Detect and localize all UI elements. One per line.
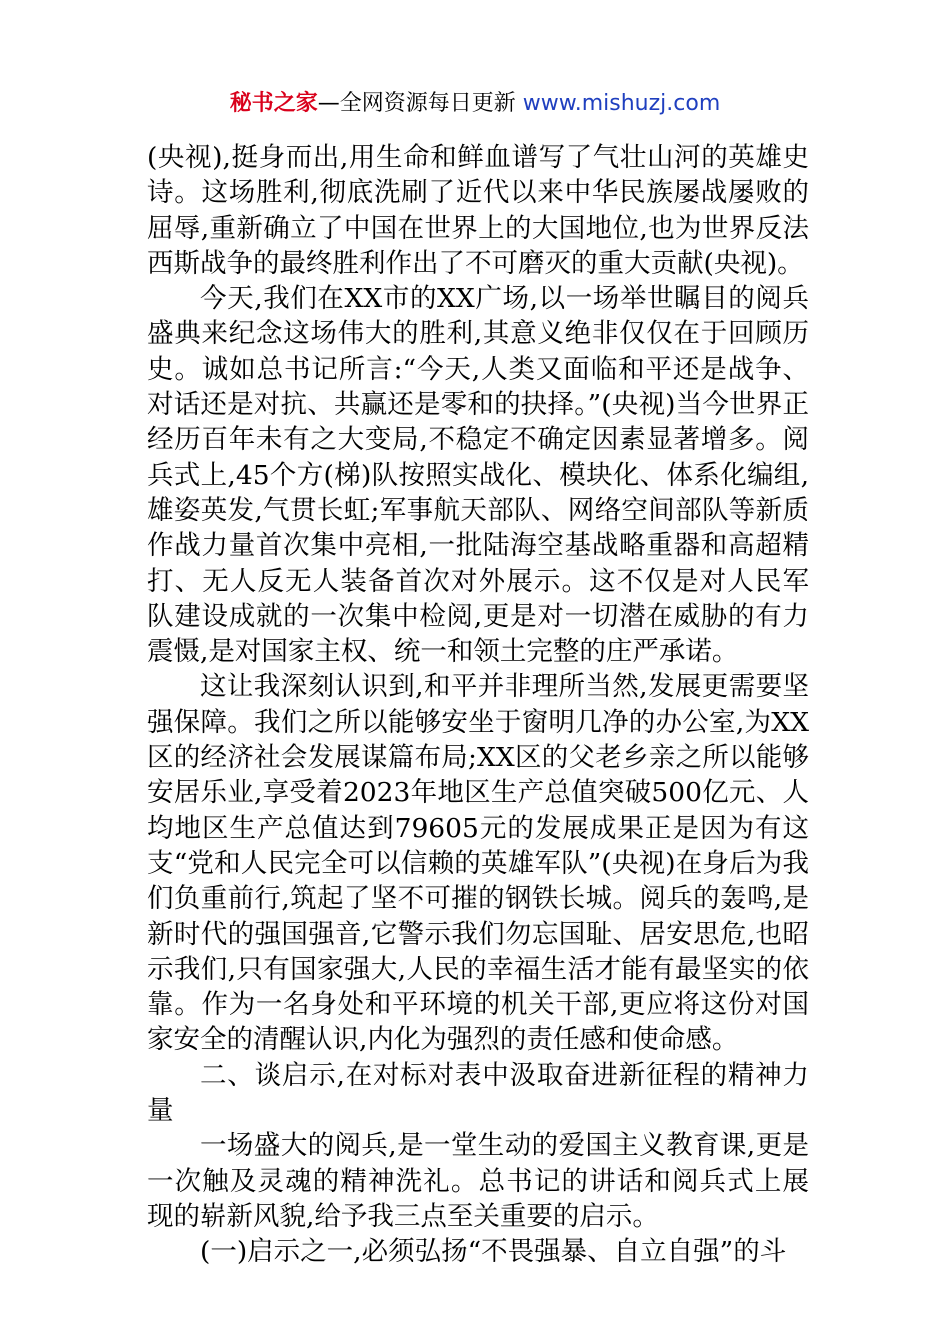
section-heading: 二、谈启示,在对标对表中汲取奋进新征程的精神力量 xyxy=(147,1059,809,1127)
paragraph-parade-significance: 今天,我们在XX市的XX广场,以一场举世瞩目的阅兵盛典来纪念这场伟大的胜利,其意义绝非仅仅在于回顾历史。诚如总书记所言:“今天,人类又面临和平还是战争、对话还是对抗、共赢还是零和的抉择。”(央视)当今世界正经历百年未有之大变局,不稳定不确定因素显著增多。阅兵式上,45个方(梯)队按照实战化、模块化、体系化编组,雄姿英发,气贯长虹;军事航天部队、网络空间部队等新质作战力量首次集中亮相,一批陆海空基战略重器和高超精打、无人反无人装备首次对外展示。这不仅是对人民军队建设成就的一次集中检阅,更是对一切潜在威胁的有力震慑,是对国家主权、统一和领土完整的庄严承诺。 xyxy=(147,283,809,668)
page-header xyxy=(0,88,950,120)
document-body xyxy=(147,140,809,1270)
paragraph-inspiration-intro: 一场盛大的阅兵,是一堂生动的爱国主义教育课,更是一次触及灵魂的精神洗礼。总书记的讲话和阅兵式上展现的崭新风貌,给予我三点至关重要的启示。 xyxy=(147,1130,809,1232)
brand-name: 秘书之家 xyxy=(229,91,318,116)
paragraph-inspiration-one: (一)启示之一,必须弘扬“不畏强暴、自立自强”的斗 xyxy=(200,1236,787,1268)
site-link[interactable]: www.mishuzj.com xyxy=(522,91,721,116)
paragraph-continuation: (央视),挺身而出,用生命和鲜血谱写了气壮山河的英雄史诗。这场胜利,彻底洗刷了近代以来中华民族屡战屡败的屈辱,重新确立了中国在世界上的大国地位,也为世界反法西斯战争的最终胜利作出了不可磨灭的重大贡献(央视)。 xyxy=(147,142,809,279)
header-tagline: —全网资源每日更新 xyxy=(317,91,516,116)
paragraph-peace-reflection: 这让我深刻认识到,和平并非理所当然,发展更需要坚强保障。我们之所以能够安坐于窗明几净的办公室,为XX区的经济社会发展谋篇布局;XX区的父老乡亲之所以能够安居乐业,享受着2023年地区生产总值突破500亿元、人均地区生产总值达到79605元的发展成果正是因为有这支“党和人民完全可以信赖的英雄军队”(央视)在身后为我们负重前行,筑起了坚不可摧的钢铁长城。阅兵的轰鸣,是新时代的强国强音,它警示我们勿忘国耻、居安思危,也昭示我们,只有国家强大,人民的幸福生活才能有最坚实的依靠。作为一名身处和平环境的机关干部,更应将这份对国家安全的清醒认识,内化为强烈的责任感和使命感。 xyxy=(147,671,809,1056)
